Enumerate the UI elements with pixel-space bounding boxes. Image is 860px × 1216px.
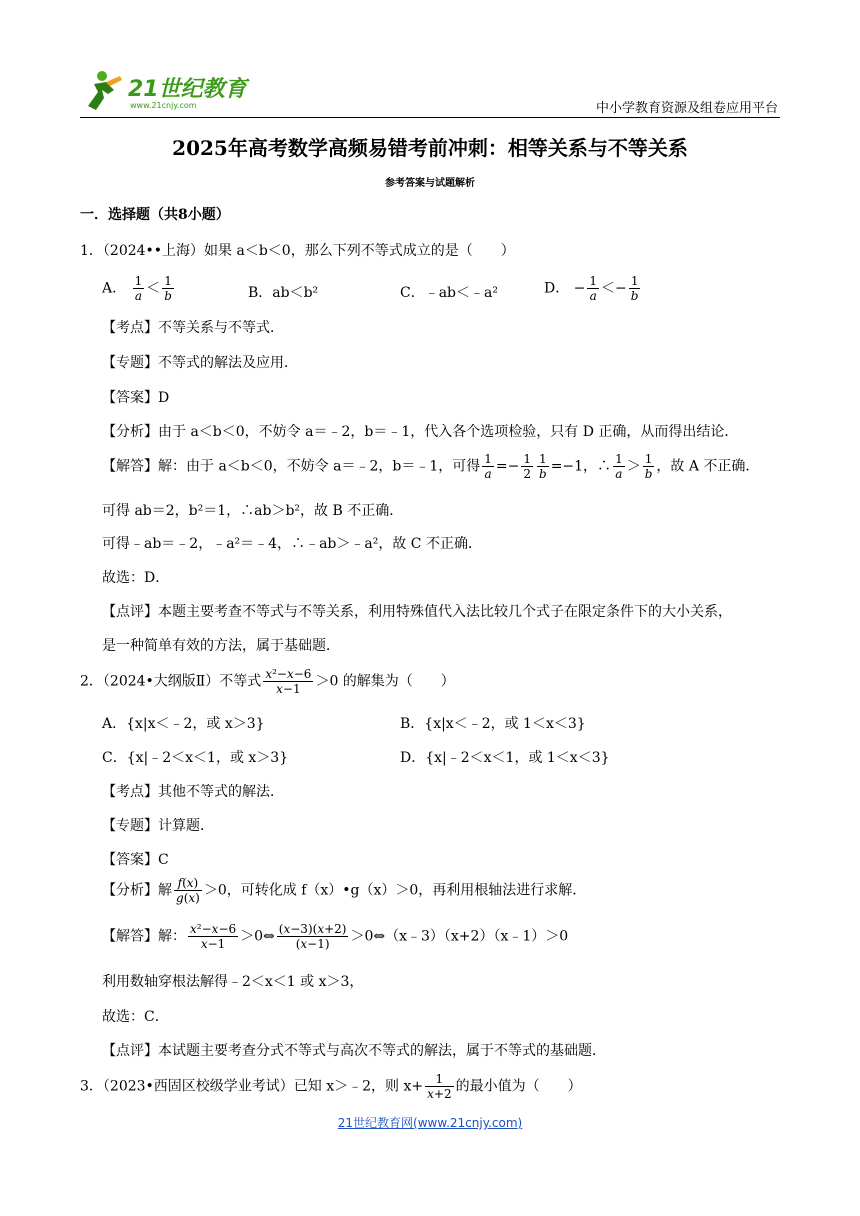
q1-stem: 1．（2024••上海）如果 a＜b＜0，那么下列不等式成立的是（ ）	[80, 243, 515, 259]
q2-jieda-tail: ＞0⇔（x﹣3）（x+2）（x﹣1）＞0	[350, 928, 569, 945]
q1-jieda-text: 【解答】解：由于 a＜b＜0，不妨令 a＝﹣2，b＝﹣1，可得	[102, 458, 481, 475]
q2-choose: 故选：C．	[102, 1009, 169, 1025]
q3-stem-tail: 的最小值为（ ）	[455, 1078, 582, 1095]
q1-dianping-1: 【点评】本题主要考查不等式与不等关系，利用特殊值代入法比较几个式子在限定条件下的大小关系，	[102, 604, 732, 620]
q2-stem: 2．（2024•大纲版Ⅱ）不等式 $\frac{\text{x²−x−6}}{x-1}$ ＞0 的解集为（ ）	[80, 667, 455, 696]
q2-option-a: A．{x|x＜﹣2，或 x＞3}	[102, 716, 265, 732]
q2-line2: 利用数轴穿根法解得﹣2＜x＜1 或 x＞3，	[102, 974, 364, 990]
q2-kaodian: 【考点】其他不等式的解法．	[102, 784, 284, 800]
q2-fenxi-text: 【分析】解	[102, 882, 172, 899]
footer-link[interactable]: 21世纪教育网(www.21cnjy.com)	[337, 1116, 523, 1130]
q1-jieda-tail: ，故 A 不正确．	[656, 458, 760, 475]
header-divider	[80, 117, 780, 118]
page-title: 2025年高考数学高频易错考前冲刺：相等关系与不等关系	[172, 136, 688, 160]
q2-zhuanti: 【专题】计算题．	[102, 818, 214, 834]
q3-stem: 3．（2023•西固区校级学业考试）已知 x＞﹣2，则 x+ $\frac{1}{x+2}$ 的最小值为（ ）	[80, 1072, 582, 1101]
q1-answer: 【答案】D	[102, 390, 170, 406]
q2-option-d: D．{x|﹣2＜x＜1，或 1＜x＜3}	[400, 750, 610, 766]
q1-fenxi: 【分析】由于 a＜b＜0，不妨令 a＝﹣2，b＝﹣1，代入各个选项检验，只有 D 正确，从而得出结论．	[102, 424, 739, 440]
q1-option-c: C．﹣ab＜﹣a²	[400, 285, 498, 301]
q1-jieda: 【解答】解：由于 a＜b＜0，不妨令 a＝﹣2，b＝﹣1，可得 $\frac{1}{a}$ =− $\frac{1}{2}$ $\frac{1}{b}$ =−1，∴ $\frac{1}{a}$ ＞ $\frac{1}{b}$ ，故 A 不正确．	[102, 452, 760, 481]
svg-text:21世纪教育: 21世纪教育	[128, 77, 247, 102]
q1-zhuanti: 【专题】不等式的解法及应用．	[102, 355, 298, 371]
q2-jieda-text: 【解答】解：	[102, 928, 186, 945]
q2-jieda-mid: ＞0⇔	[240, 928, 275, 945]
q2-fenxi: 【分析】解 $\frac{f(x)}{g(x)}$ ＞0，可转化成 f（x）•g（x）＞0，再利用根轴法进行求解．	[102, 876, 587, 905]
logo	[80, 66, 250, 112]
platform-name: 中小学教育资源及组卷应用平台	[595, 101, 778, 116]
q1-choose: 故选：D．	[102, 570, 170, 586]
q2-option-b: B．{x|x＜﹣2，或 1＜x＜3}	[400, 716, 586, 732]
q1-dianping-2: 是一种简单有效的方法，属于基础题．	[102, 638, 340, 654]
runner-icon	[88, 71, 122, 110]
svg-text:www.21cnjy.com: www.21cnjy.com	[130, 101, 197, 110]
q1-option-a-label: A．	[102, 280, 127, 297]
q2-fenxi-tail: ＞0，可转化成 f（x）•g（x）＞0，再利用根轴法进行求解．	[203, 882, 587, 899]
q1-kaodian: 【考点】不等关系与不等式．	[102, 320, 284, 336]
section-heading: 一．选择题（共8小题）	[80, 207, 230, 223]
q2-dianping: 【点评】本试题主要考查分式不等式与高次不等式的解法，属于不等式的基础题．	[102, 1043, 606, 1059]
q1-line3: 可得﹣ab＝﹣2，﹣a²＝﹣4，∴﹣ab＞﹣a²，故 C 不正确．	[102, 536, 482, 552]
q2-stem-text: 2．（2024•大纲版Ⅱ）不等式	[80, 673, 262, 690]
q1-option-d-label: D．	[544, 280, 570, 297]
q2-option-c: C．{x|﹣2＜x＜1，或 x＞3}	[102, 750, 289, 766]
q1-option-b: B．ab＜b²	[248, 285, 319, 301]
q3-stem-text: 3．（2023•西固区校级学业考试）已知 x＞﹣2，则 x+	[80, 1078, 424, 1095]
q2-answer: 【答案】C	[102, 852, 169, 868]
page-subtitle: 参考答案与试题解析	[385, 178, 475, 189]
q2-stem-tail: ＞0 的解集为（ ）	[315, 673, 455, 690]
q1-option-a: A． $\frac{1}{a}$ ＜ $\frac{1}{b}$	[102, 274, 172, 303]
q1-line2: 可得 ab＝2，b²＝1，∴ab＞b²，故 B 不正确．	[102, 503, 404, 519]
q1-option-d: D． − $\frac{1}{a}$ ＜− $\frac{1}{b}$	[544, 274, 639, 303]
q2-jieda: 【解答】解： $\frac{\text{x²−x−6}}{x-1}$ ＞0⇔ $\frac{(x-3)(x+2)}{(x-1)}$ ＞0⇔（x﹣3）（x+2）（x﹣1）＞0	[102, 922, 569, 951]
